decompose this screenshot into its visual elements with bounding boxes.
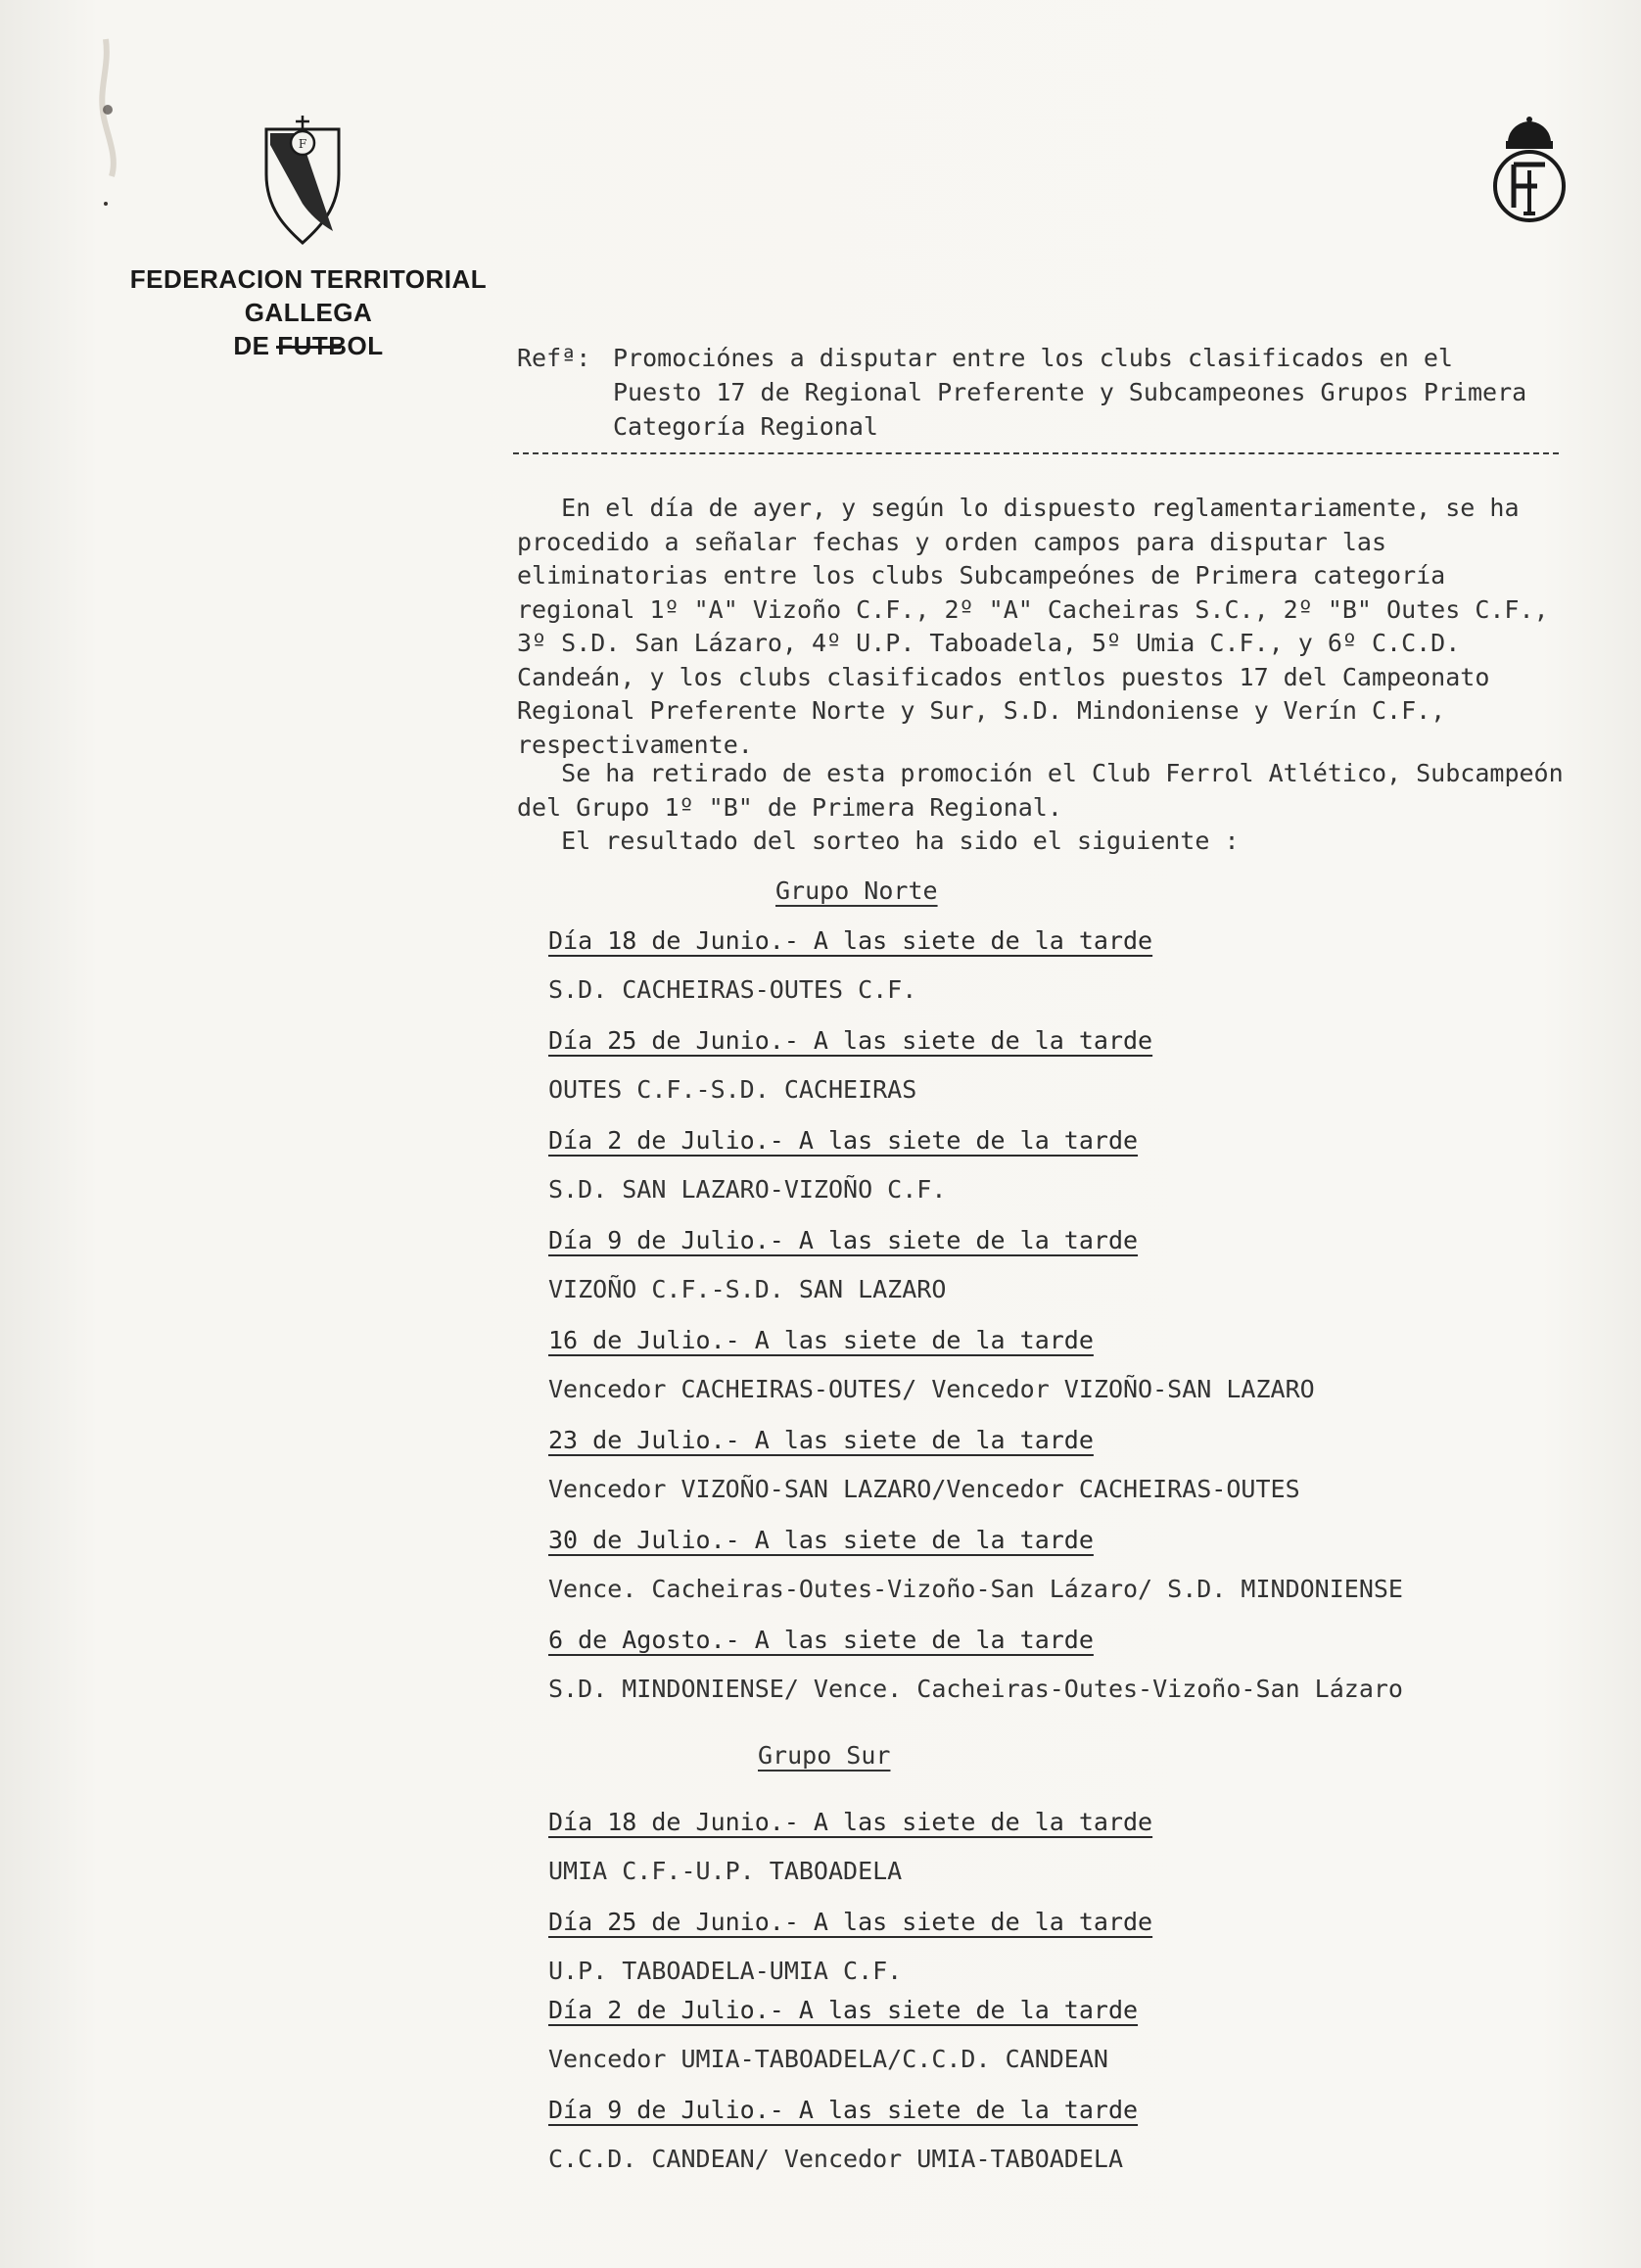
body-paragraph-3: El resultado del sorteo ha sido el siguiente :: [517, 827, 1240, 855]
match-item: [548, 2094, 1567, 2176]
match-item: [548, 1994, 1567, 2076]
match-item: [548, 1424, 1567, 1506]
grupo-sur-schedule: [548, 1806, 1567, 2194]
rfef-crest-icon: [1490, 116, 1569, 229]
grupo-sur-title: Grupo Sur: [758, 1741, 891, 1770]
header-rule: [276, 346, 341, 349]
match-date: Día 25 de Junio.- A las siete de la tarde: [548, 1908, 1153, 1936]
match-teams: Vence. Cacheiras-Outes-Vizoño-San Lázaro/ S.D. MINDONIENSE: [548, 1575, 1403, 1603]
reference-divider: [513, 452, 1559, 454]
paper-smudge: [88, 29, 147, 206]
match-item: [548, 1024, 1567, 1107]
reference-text: Promociónes a disputar entre los clubs clasificados en el Puesto 17 de Regional Preferente y Subcampeones Grupos Primera Categoría Regional: [613, 344, 1527, 441]
grupo-norte-schedule: [548, 924, 1567, 1724]
match-teams: OUTES C.F.-S.D. CACHEIRAS: [548, 1075, 917, 1104]
match-teams: Vencedor UMIA-TABOADELA/C.C.D. CANDEAN: [548, 2045, 1108, 2073]
grupo-norte-title: Grupo Norte: [775, 876, 938, 905]
match-teams: S.D. SAN LAZARO-VIZOÑO C.F.: [548, 1175, 947, 1204]
match-date: Día 2 de Julio.- A las siete de la tarde: [548, 1126, 1139, 1155]
match-item: [548, 1624, 1567, 1706]
match-teams: VIZOÑO C.F.-S.D. SAN LAZARO: [548, 1275, 947, 1303]
body-paragraph-2: Se ha retirado de esta promoción el Club Ferrol Atlético, Subcampeón del Grupo 1º "B" de Primera Regional.: [517, 759, 1578, 822]
match-item: [548, 1224, 1567, 1306]
svg-text:F: F: [298, 137, 307, 151]
match-item: [548, 924, 1567, 1007]
match-teams: Vencedor VIZOÑO-SAN LAZARO/Vencedor CACHEIRAS-OUTES: [548, 1475, 1300, 1503]
match-date: 16 de Julio.- A las siete de la tarde: [548, 1326, 1094, 1354]
match-teams: Vencedor CACHEIRAS-OUTES/ Vencedor VIZOÑO-SAN LAZARO: [548, 1375, 1315, 1403]
match-date: Día 2 de Julio.- A las siete de la tarde: [548, 1996, 1139, 2024]
match-teams: S.D. CACHEIRAS-OUTES C.F.: [548, 975, 917, 1004]
match-date: 30 de Julio.- A las siete de la tarde: [548, 1526, 1094, 1554]
match-item: [548, 1906, 1567, 1988]
match-teams: U.P. TABOADELA-UMIA C.F.: [548, 1957, 903, 1985]
match-item: [548, 1324, 1567, 1406]
match-date: Día 18 de Junio.- A las siete de la tarde: [548, 926, 1153, 955]
match-item: [548, 1124, 1567, 1206]
match-item: [548, 1524, 1567, 1606]
federation-name-line2: DE FUTBOL: [233, 331, 384, 360]
federation-name-line1: FEDERACION TERRITORIAL GALLEGA: [129, 264, 488, 327]
match-date: Día 9 de Julio.- A las siete de la tarde: [548, 1226, 1139, 1254]
match-teams: UMIA C.F.-U.P. TABOADELA: [548, 1857, 903, 1885]
match-date: 23 de Julio.- A las siete de la tarde: [548, 1426, 1094, 1454]
match-date: Día 9 de Julio.- A las siete de la tarde: [548, 2096, 1139, 2124]
match-date: Día 25 de Junio.- A las siete de la tarde: [548, 1026, 1153, 1055]
reference-label: Refª:: [517, 344, 591, 372]
match-teams: S.D. MINDONIENSE/ Vence. Cacheiras-Outes-Vizoño-San Lázaro: [548, 1675, 1403, 1703]
match-item: [548, 1806, 1567, 1888]
federation-shield-icon: [260, 116, 345, 247]
match-date: 6 de Agosto.- A las siete de la tarde: [548, 1626, 1094, 1654]
body-paragraph-1: En el día de ayer, y según lo dispuesto reglamentariamente, se ha procedido a señalar fechas y orden campos para disputar las eliminatorias entre los clubs Subcampeónes de Primera categoría regional 1º "A" Vizoño C.F., 2º "A" Cacheiras S.C., 2º "B" Outes C.F., 3º S.D. San Lázaro, 4º U.P. Taboadela, 5º Umia C.F., y 6º C.C.D. Candeán, y los clubs clasificados entlos puestos 17 del Campeonato Regional Preferente Norte y Sur, S.D. Mindoniense y Verín C.F., respectivamente.: [517, 494, 1564, 759]
match-teams: C.C.D. CANDEAN/ Vencedor UMIA-TABOADELA: [548, 2145, 1123, 2173]
match-date: Día 18 de Junio.- A las siete de la tarde: [548, 1808, 1153, 1836]
